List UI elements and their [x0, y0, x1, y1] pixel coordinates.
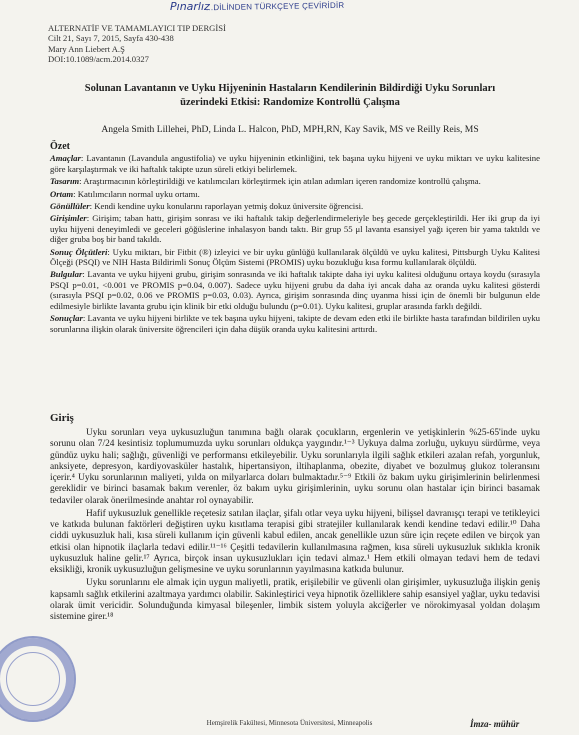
- conclusions-text: Lavanta ve uyku hijyeni birlikte ve tek başına uyku hijyeni, takipte de devam eden etki ile birlikte hasta tarafından bildirilen uyku sorunlarına ilişkin olarak üniversite öğrencileri için daha düşük oranda uyku kalitesini arttırdı.: [50, 313, 541, 334]
- article-title: [40, 82, 540, 109]
- authors: Angela Smith Lillehei, PhD, Linda L. Halcon, PhD, MPH,RN, Kay Savik, MS ve Reilly Reis, MS: [101, 124, 479, 135]
- introduction-body: [50, 428, 540, 625]
- outcome-measures-text: Uyku miktarı, bir Fitbit (®) izleyici ve bir uyku günlüğü kullanılarak ölçüldü ve uyku kalitesi, Pittsburgh Uyku Kalitesi Ölçeği (PSQI) ve NIH Hasta Bildirimli Sonuç Ölçüm Sistemi (PROMIS) uyku bozukluğu kısa formu kullanılarak ölçüldü.: [50, 246, 540, 268]
- journal-doi: DOI:10.1089/acm.2014.0327: [48, 54, 149, 65]
- abstract-heading: Özet: [50, 141, 70, 152]
- subjects-text: Kendi kendine uyku konularını raporlayan yetmiş dokuz üniversite öğrencisi.: [94, 201, 364, 212]
- abstract-conclusions: Sonuçlar: Lavanta ve uyku hijyeni birlikte ve tek başına uyku hijyeni, takipte de devam eden etki ile birlikte hasta tarafından bildirilen uyku sorunlarına ilişkin olarak üniversite öğrencileri için daha düşük oranda uyku kalitesini arttırdı.: [50, 313, 541, 334]
- affiliation-footer: Hemşirelik Fakültesi, Minnesota Üniversitesi, Minneapolis: [206, 719, 373, 727]
- journal-volume: Cilt 21, Sayı 7, 2015, Sayfa 430-438: [48, 33, 174, 44]
- abstract-outcome-measures: Sonuç Ölçütleri: Uyku miktarı, bir Fitbit (®) izleyici ve bir uyku günlüğü kullanılarak ölçüldü ve uyku kalitesi, Pittsburgh Uyku Kalitesi Ölçeği (PSQI) ve NIH Hasta Bildirimli Sonuç Ölçüm Sistemi (PROMIS) uyku bozukluğu kısa formu kullanılarak ölçüldü.: [50, 246, 540, 268]
- abstract-setting: Ortam: Katılımcıların normal uyku ortamı.: [50, 188, 200, 199]
- results-label: Bulgular: [50, 269, 83, 280]
- seal-inner-ring: [6, 652, 60, 706]
- abstract-results: Bulgular: Lavanta ve uyku hijyeni grubu, girişim sonrasında ve iki haftalık takipte daha iyi uyku kalitesi olduğunu ortaya koydu (sırasıyla PSQI p=0.01, <0.001 ve PROMIS p=0.04, 0.007). Sadece uyku hijyeni grubu da daha iyi ancak daha az oranda uyku kalitesi gösterdi (sırasıyla PSQI p=0.02, 0.06 ve PROMIS p=0.03, 0.03). Ayrıca, girişim sonrasında dinç uyanma hissi için de önemli bir bulgunun elde edilmesiyle birlikte lavanta grubu için klinik bir etki olduğu bulundu (p=0.01). Uyku kalitesi, gruplar arasında farklı değildi.: [50, 269, 540, 311]
- setting-label: Ortam: [50, 188, 74, 199]
- journal-info: [48, 23, 226, 65]
- abstract-aims: Amaçlar: Lavantanın (Lavandula angustifolia) ve uyku hijyeninin etkinliğini, tek başına uyku hijyeni ve uyku miktarı ve uyku kalitesine göre karşılaştırmak ve iki haftalık takipte uzun süreli etkiyi belirlemek.: [50, 153, 540, 174]
- aims-label: Amaçlar: [50, 153, 81, 164]
- setting-text: Katılımcıların normal uyku ortamı.: [77, 188, 200, 199]
- translation-stamp: ...DİLİNDEN TÜRKÇEYE ÇEVİRİDİR: [205, 0, 345, 13]
- design-text: Araştırmacının körleştirildiği ve katılımcıları körleştirmek için atılan adımları içeren randomize kontrollü çalışma.: [83, 176, 481, 187]
- signature-label: İmza- mühür: [470, 719, 520, 729]
- results-text: Lavanta ve uyku hijyeni grubu, girişim sonrasında ve iki haftalık takipte daha iyi uyku kalitesi olduğunu ortaya koydu (sırasıyla PSQI p=0.01, <0.001 ve PROMIS p=0.04, 0.007). Sadece uyku hijyeni grubu da daha iyi ancak daha az oranda uyku kalitesi gösterdi (sırasıyla PSQI p=0.02, 0.06 ve PROMIS p=0.03, 0.03). Ayrıca, girişim sonrasında dinç uyanma hissi için de önemli bir bulgunun elde edilmesiyle birlikte lavanta grubu için klinik bir etki olduğu bulundu (p=0.01). Uyku kalitesi, gruplar arasında farklı değildi.: [50, 269, 540, 311]
- outcome-measures-label: Sonuç Ölçütleri: [50, 246, 108, 257]
- interventions-text: Girişim; taban hattı, girişim sonrası ve iki haftalık takip değerlendirmeleriyle beş gecede gerçekleştirildi. Her iki grup da iyi uyku hijyeni deneyimledi ve geceleri göğüslerine inhalasyon bandı taktı. Bir grup 55 μl lavanta esansiyel yağı içeren bir yama taktıldı ve diğer gruba boş bir band takıldı.: [50, 213, 540, 245]
- abstract-subjects: Gönüllüler: Kendi kendine uyku konularını raporlayan yetmiş dokuz üniversite öğrencisi.: [50, 201, 364, 212]
- introduction-heading: Giriş: [50, 412, 74, 424]
- title-line-2: üzerindeki Etkisi: Randomize Kontrollü Çalışma: [180, 96, 400, 108]
- handwritten-note: Pınarlız: [170, 0, 210, 13]
- abstract: [50, 142, 540, 336]
- journal-name: ALTERNATİF VE TAMAMLAYICI TIP DERGİSİ: [48, 23, 226, 33]
- subjects-label: Gönüllüler: [50, 201, 90, 212]
- aims-text: Lavantanın (Lavandula angustifolia) ve uyku hijyeninin etkinliğini, tek başına uyku hijyeni ve uyku miktarı ve uyku kalitesine göre karşılaştırmak ve iki haftalık takipte uzun süreli etkiyi belirlemek.: [50, 153, 540, 174]
- title-line-1: Solunan Lavantanın ve Uyku Hijyeninin Hastaların Kendilerinin Bildirdiği Uyku Sorunları: [84, 83, 496, 94]
- design-label: Tasarım: [50, 176, 80, 187]
- official-seal: [0, 636, 76, 722]
- intro-paragraph-1: Uyku sorunları veya uykusuzluğun tanımına bağlı olarak çocukların, ergenlerin ve yetişkinlerin %25-65'inde uyku sorunu olan 7/24 kesintisiz toplumumuzda uyku sorunları oldukça yaygındır.¹⁻³ Uykuya dalma zorluğu, uykuyu sürdürme, veya gündüz uyku hali; sağlığı, güvenliği ve performansı etkileyebilir. Uyku sorunlarıyla ilgili sağlık etkileri azalan refah, yorgunluk, anksiyete, depresyon, kardiyovasküler hastalık, hipertansiyon, iltihaplanma, obezite, diyabet ve bozulmuş glukoz toleransını içerir.⁴ Uyku sorunlarının maliyeti, yılda on milyarlarca doları bulmaktadır.⁵⁻⁹ Etkili öz bakım uyku girişimlerinin belirlenmesi gereklidir ve birinci basamak bakım verenler, öz bakım uyku girişimlerinin, uyku sorunu olan hastalar için birinci basamak tedaviler olarak önerilmesinde anahtar rol oynayabilir.: [50, 428, 540, 506]
- interventions-label: Girişimler: [50, 213, 87, 224]
- intro-paragraph-2: Hafif uykusuzluk genellikle reçetesiz satılan ilaçlar, şifalı otlar veya uyku hijyeni, bilişsel davranışçı terapi ve tetikleyici ve katkıda bulunan faktörleri değiştiren uyku kısıtlama terapisi gibi stratejiler kullanılarak kendi kendine tedavi edilir.¹⁰ Daha ciddi uykusuzluk hali, kısa süreli kullanım için güvenli kabul edilen, ancak genellikle uzun süre için reçete edilen ve birçok yan etkisi olan hipnotik ilaçlarla tedavi edilir.¹¹⁻¹⁶ Çeşitli tedavilerin kullanılmasına rağmen, kısa süreli uykusuzluk sıklıkla kronik uykusuzluk haline gelir.¹⁷ Ayrıca, birçok insan uykusuzlukları için tedavi almaz.¹ Hem etkili olmayan tedavi hem de tedavi eksikliği, kronik uykusuzluğun gelişmesine ve uyku sorunlarının yayılmasına katkıda bulunur.: [50, 508, 540, 575]
- abstract-design: Tasarım: Araştırmacının körleştirildiği ve katılımcıları körleştirmek için atılan adımları içeren randomize kontrollü çalışma.: [50, 176, 481, 187]
- conclusions-label: Sonuçlar: [50, 313, 83, 324]
- journal-publisher: Mary Ann Liebert A.Ş: [48, 43, 125, 54]
- abstract-interventions: Girişimler: Girişim; taban hattı, girişim sonrası ve iki haftalık takip değerlendirmeleriyle beş gecede gerçekleştirildi. Her iki grup da iyi uyku hijyeni deneyimledi ve geceleri göğüslerine inhalasyon bandı taktı. Bir grup 55 μl lavanta esansiyel yağı içeren bir yama taktıldı ve diğer gruba boş bir band takıldı.: [50, 213, 540, 245]
- intro-paragraph-3: Uyku sorunlarını ele almak için uygun maliyetli, pratik, erişilebilir ve güvenli olan girişimler, uykusuzluğa ilişkin geniş kapsamlı sağlık etkilerini azaltmaya yardımcı olabilir. Sakinleştirici veya hipnotik özelliklere sahip esansiyel yağlar, uyku tedavisi olarak ümit vericidir. Solunduğunda kimyasal bileşenler, limbik sistem yoluyla akciğerler ve nörokimyasal yoldan dolaşım sistemine girer.¹⁸: [50, 578, 540, 622]
